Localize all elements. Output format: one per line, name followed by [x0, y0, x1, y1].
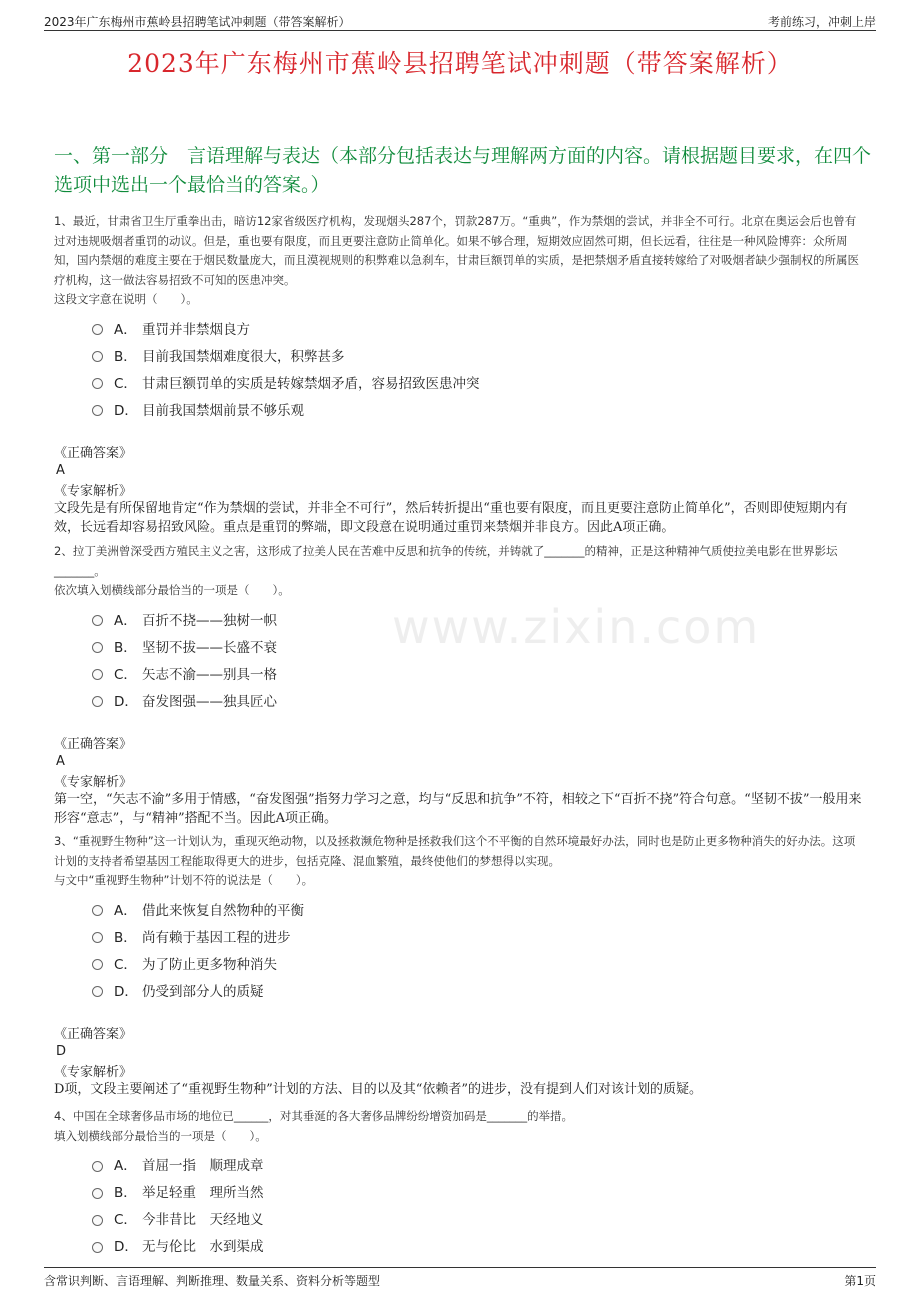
- footer-topics: 含常识判断、言语理解、判断推理、数量关系、资料分析等题型: [44, 1274, 381, 1288]
- option-a[interactable]: [92, 605, 866, 632]
- radio-icon[interactable]: [92, 669, 103, 680]
- radio-icon[interactable]: [92, 986, 103, 997]
- option-letter: D．: [114, 1239, 138, 1255]
- radio-icon[interactable]: [92, 1242, 103, 1253]
- option-c[interactable]: [92, 368, 866, 395]
- option-text: 坚韧不拔——长盛不衰: [142, 639, 277, 656]
- explanation-text: D项，文段主要阐述了“重视野生物种”计划的方法、目的以及其“依赖者”的进步，没有提到人们对该计划的质疑。: [54, 1082, 703, 1097]
- radio-icon[interactable]: [92, 1161, 103, 1172]
- option-letter: B．: [114, 639, 137, 656]
- option-letter: D．: [114, 983, 138, 1000]
- option-text: 奋发图强——独具匠心: [142, 693, 277, 710]
- option-list: [92, 1151, 866, 1259]
- question-prompt: 与文中“重视野生物种”计划不符的说法是（ ）。: [54, 873, 314, 887]
- option-text: 百折不挠——独树一帜: [142, 612, 277, 629]
- radio-icon[interactable]: [92, 405, 103, 416]
- radio-icon[interactable]: [92, 696, 103, 707]
- option-d[interactable]: [92, 1232, 866, 1259]
- option-letter: A．: [114, 612, 137, 629]
- answer-value: A: [56, 463, 65, 478]
- option-letter: A．: [114, 902, 137, 919]
- option-c[interactable]: [92, 659, 866, 686]
- answer-label: 《正确答案》: [54, 737, 133, 752]
- option-letter: D．: [114, 693, 138, 710]
- option-list: [92, 605, 866, 713]
- option-a[interactable]: [92, 895, 866, 922]
- answer-label: 《正确答案》: [54, 1027, 133, 1042]
- option-letter: C．: [114, 375, 137, 392]
- option-list: [92, 895, 866, 1003]
- option-text: 为了防止更多物种消失: [142, 956, 277, 973]
- option-c[interactable]: [92, 1205, 866, 1232]
- page-header: [44, 10, 876, 31]
- explanation-label: 《专家解析》: [54, 1065, 133, 1080]
- header-doc-name: 2023年广东梅州市蕉岭县招聘笔试冲刺题（带答案解析）: [44, 15, 351, 29]
- option-text: 甘肃巨额罚单的实质是转嫁禁烟矛盾，容易招致医患冲突: [142, 375, 480, 392]
- answer-label: 《正确答案》: [54, 446, 133, 461]
- option-text: 目前我国禁烟前景不够乐观: [142, 402, 304, 419]
- option-text: 尚有赖于基因工程的进步: [142, 929, 291, 946]
- question-stem: 2、拉丁美洲曾深受西方殖民主义之害，这形成了拉美人民在苦难中反思和抗争的传统，并铸就了_______的精神，正是这种精神气质使拉美电影在世界影坛_______。: [54, 544, 838, 578]
- option-text: 首屈一指 顺理成章: [142, 1158, 264, 1174]
- question-stem: 1、最近，甘肃省卫生厅重拳出击，暗访12家省级医疗机构，发现烟头287个，罚款287万。“重典”，作为禁烟的尝试，并非全不可行。北京在奥运会后也曾有过对违规吸烟者重罚的动议。但是，重也要有限度，而且更要注意防止简单化。如果不够合理，短期效应固然可期，但长远看，往往是一种风险博弈：众所周知，国内禁烟的难度主要在于烟民数量庞大，而且漠视规则的积弊难以急刹车，甘肃巨额罚单的实质，是把禁烟矛盾直接转嫁给了对吸烟者缺少强制权的所属医疗机构，这一做法容易招致不可知的医患冲突。: [54, 214, 859, 287]
- option-text: 矢志不渝——别具一格: [142, 666, 277, 683]
- document-title: 2023年广东梅州市蕉岭县招聘笔试冲刺题（带答案解析）: [127, 49, 793, 78]
- question-4: [54, 1107, 866, 1259]
- question-3: [54, 832, 866, 1099]
- option-letter: C．: [114, 956, 137, 973]
- option-letter: D．: [114, 402, 138, 419]
- option-d[interactable]: [92, 976, 866, 1003]
- radio-icon[interactable]: [92, 378, 103, 389]
- radio-icon[interactable]: [92, 905, 103, 916]
- explanation-label: 《专家解析》: [54, 484, 133, 499]
- radio-icon[interactable]: [92, 1215, 103, 1226]
- radio-icon[interactable]: [92, 615, 103, 626]
- option-letter: A．: [114, 321, 137, 338]
- radio-icon[interactable]: [92, 932, 103, 943]
- radio-icon[interactable]: [92, 351, 103, 362]
- question-prompt: 依次填入划横线部分最恰当的一项是（ ）。: [54, 583, 290, 597]
- option-text: 仍受到部分人的质疑: [142, 983, 264, 1000]
- option-b[interactable]: [92, 341, 866, 368]
- question-stem: 4、中国在全球奢侈品市场的地位已______，对其垂涎的各大奢侈品牌纷纷增资加码是_______的举措。: [54, 1109, 574, 1123]
- question-1: [54, 212, 866, 537]
- radio-icon[interactable]: [92, 642, 103, 653]
- option-letter: C．: [114, 666, 137, 683]
- question-2: [54, 542, 866, 828]
- question-stem: 3、“重视野生物种”这一计划认为，重现灭绝动物，以及拯救濒危物种是拯救我们这个不平衡的自然环境最好办法，同时也是防止更多物种消失的好办法。这项计划的支持者希望基因工程能取得更大的进步，包括克隆、混血繁殖，最终使他们的梦想得以实现。: [54, 834, 856, 868]
- page-number: 第1页: [844, 1274, 876, 1288]
- option-b[interactable]: [92, 922, 866, 949]
- answer-value: D: [56, 1044, 67, 1059]
- option-text: 无与伦比 水到渠成: [142, 1239, 264, 1255]
- explanation-text: 文段先是有所保留地肯定“作为禁烟的尝试，并非全不可行”，然后转折提出“重也要有限度，而且更要注意防止简单化”，否则即使短期内有效，长远看却容易招致风险。重点是重罚的弊端，即文段意在说明通过重罚来禁烟并非良方。因此A项正确。: [54, 501, 848, 535]
- option-text: 目前我国禁烟难度很大，积弊甚多: [142, 348, 345, 365]
- page-footer: [44, 1267, 876, 1288]
- option-d[interactable]: [92, 686, 866, 713]
- header-slogan: 考前练习，冲刺上岸: [767, 15, 876, 29]
- question-prompt: 这段文字意在说明（ ）。: [54, 292, 198, 306]
- option-c[interactable]: [92, 949, 866, 976]
- option-a[interactable]: [92, 314, 866, 341]
- option-text: 重罚并非禁烟良方: [142, 321, 250, 338]
- option-text: 今非昔比 天经地义: [142, 1212, 264, 1228]
- option-letter: B．: [114, 348, 137, 365]
- answer-value: A: [56, 754, 65, 769]
- radio-icon[interactable]: [92, 959, 103, 970]
- option-letter: B．: [114, 929, 137, 946]
- option-letter: A．: [114, 1158, 137, 1174]
- explanation-text: 第一空，“矢志不渝”多用于情感，“奋发图强”指努力学习之意，均与“反思和抗争”不符，相较之下“百折不挠”符合句意。“坚韧不拔”一般用来形容“意志”，与“精神”搭配不当。因此A项正确。: [54, 792, 862, 826]
- option-letter: C．: [114, 1212, 137, 1228]
- option-a[interactable]: [92, 1151, 866, 1178]
- watermark: www.zixin.com: [392, 600, 761, 654]
- radio-icon[interactable]: [92, 1188, 103, 1199]
- option-b[interactable]: [92, 1178, 866, 1205]
- option-text: 举足轻重 理所当然: [142, 1185, 264, 1201]
- option-b[interactable]: [92, 632, 866, 659]
- option-d[interactable]: [92, 395, 866, 422]
- question-prompt: 填入划横线部分最恰当的一项是（ ）。: [54, 1128, 267, 1143]
- explanation-label: 《专家解析》: [54, 775, 133, 790]
- section-heading: 一、第一部分 言语理解与表达（本部分包括表达与理解两方面的内容。请根据题目要求，在四个选项中选出一个最恰当的答案。）: [54, 145, 872, 196]
- option-letter: B．: [114, 1185, 137, 1201]
- radio-icon[interactable]: [92, 324, 103, 335]
- option-list: [92, 314, 866, 422]
- option-text: 借此来恢复自然物种的平衡: [142, 902, 304, 919]
